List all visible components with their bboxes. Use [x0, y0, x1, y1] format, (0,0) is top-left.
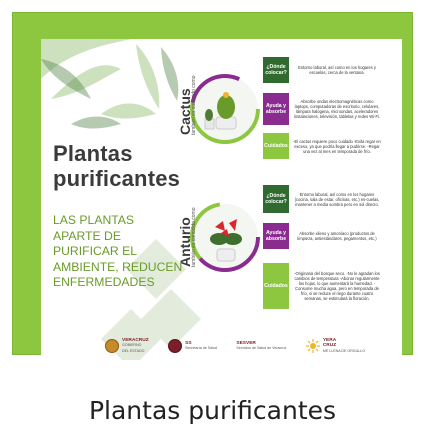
title-line-1: Plantas [53, 141, 133, 166]
logo4-sub: ME LLENA DE ORGULLO [322, 348, 365, 353]
sun-icon [306, 339, 320, 353]
tag-care: Cuidados [263, 263, 289, 309]
anturio-ring [189, 201, 261, 273]
poster-frame [12, 12, 413, 355]
tag-absorbs: Ayuda y absorbe [263, 223, 289, 249]
desc-where: Entorno laboral, así como en los hogares (cocina, sala de estar, oficinas, etc.) es-cuelas, mantener a media sombra pero en sol directo. [294, 191, 380, 207]
plant-subname-cactus: también es conocido como [191, 75, 197, 135]
logo3-name: SESVER [236, 340, 256, 346]
logo4-line2: CRUZ [322, 343, 337, 349]
plant-subname-anturio: también es conocido como [191, 207, 197, 267]
ss-seal-icon [168, 339, 182, 353]
tag-absorbs: Ayuda y absorbe [263, 93, 289, 125]
cactus-row-where [263, 57, 385, 83]
desc-care: -El cactus requiere poco cuidado -Evita regar en exceso, ya que podría llegar a pudrirse. -Regar una vez al mes en temporada de frío. [293, 138, 381, 154]
logo2-name: SS [185, 340, 192, 346]
anturio-row-care [263, 263, 385, 309]
poster-subtitle: LAS PLANTAS APARTE DE PURIFICAR EL AMBIENTE, REDUCEN ENFERMEDADES [53, 213, 183, 290]
logo-veracruz-orgullo [306, 338, 365, 354]
state-seal-icon [105, 339, 119, 353]
logo1-line2: GOBIERNO [122, 343, 142, 348]
logo-veracruz-gobierno [105, 338, 149, 354]
desc-care: -Originaria del bosque seco. -No le agradan los cambios de temperatura -Abonar regularmente las hojas, lo que aumentará la humedad. -Consume mucha agua, pero en temporada de frío, si se reduce el riego durante cuatro semanas, se estimulará la floración. [294, 271, 380, 301]
plant-name-cactus: Cactus [177, 88, 193, 135]
title-line-2: purificantes [53, 166, 181, 191]
poster-panel [41, 39, 402, 360]
desc-absorbs: Absorbe xileno y amoníaco (productos de limpieza, antiestándares, pegamentos, etc.) [297, 231, 377, 241]
cactus-ring [189, 73, 261, 145]
tag-where: ¿Dónde colocar? [263, 57, 289, 83]
logo-sesver [236, 341, 286, 352]
footer-logos [105, 335, 365, 357]
anturio-row-where [263, 185, 385, 213]
tag-where: ¿Dónde colocar? [263, 185, 289, 213]
logo1-line1: VERACRUZ [122, 337, 149, 343]
anturio-row-absorbs [263, 223, 385, 249]
logo2-sub: Secretaría de Salud [185, 346, 217, 350]
desc-where: Entorno laboral, así como en los hogares y escuelas, cerca de la ventana. [298, 65, 376, 75]
tag-care: Cuidados [263, 133, 289, 159]
desc-absorbs: Absorbe ondas electromagnéticas como laptops, computadoras de escritorio, celulares, lámpara halógena, microondas, aceleradores instalaciones, televisión, tabletas y redes Wi-Fi. [293, 99, 380, 119]
cactus-row-absorbs [263, 93, 385, 125]
image-caption: Plantas purificantes [88, 396, 337, 425]
plant-name-anturio: Anturio [177, 217, 193, 267]
poster-title [53, 141, 180, 191]
logo1-line3: DEL ESTADO [122, 348, 145, 353]
logo3-sub: Servicios de Salud de Veracruz [236, 346, 287, 350]
logo-ss [168, 339, 217, 353]
cactus-row-care [263, 133, 385, 159]
logo4-line1: YERA [322, 337, 337, 343]
